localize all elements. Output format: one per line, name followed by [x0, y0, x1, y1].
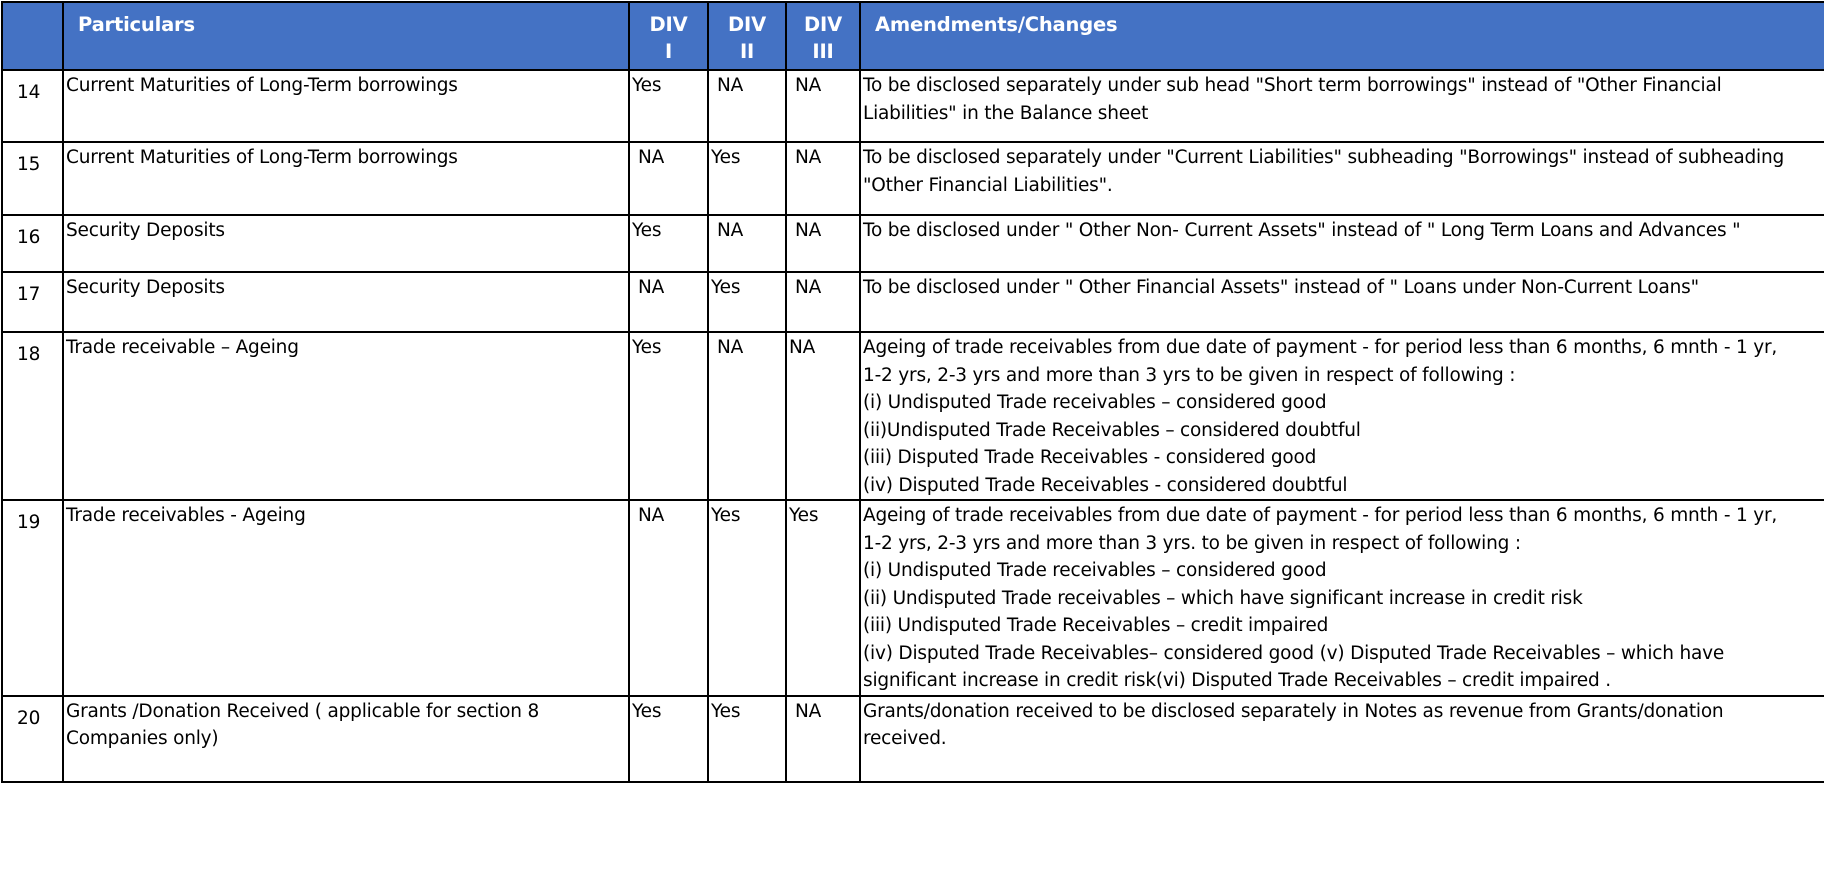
amendments-line: Grants/donation received to be disclosed separately in Notes as revenue from Grants/donation: [863, 700, 1724, 722]
row-number: 20: [2, 696, 63, 782]
header-div-2-line-1: DIV: [728, 13, 766, 36]
row-number: 15: [2, 142, 63, 215]
header-particulars: Particulars: [63, 2, 629, 70]
particulars-line: Current Maturities of Long-Term borrowings: [66, 75, 458, 96]
row-div-1: Yes: [629, 70, 708, 142]
row-number: 17: [2, 272, 63, 332]
row-div-3: NA: [786, 142, 860, 215]
row-number: 16: [2, 215, 63, 272]
header-div-1-line-2: I: [664, 40, 673, 63]
particulars-line: Security Deposits: [66, 220, 225, 241]
table-row: [2, 332, 1824, 500]
row-div-2: NA: [708, 332, 786, 500]
row-div-3: NA: [786, 272, 860, 332]
row-amendments: [860, 696, 1824, 782]
amendments-line: 1-2 yrs, 2-3 yrs and more than 3 yrs. to be given in respect of following :: [863, 532, 1521, 554]
row-div-2: NA: [708, 215, 786, 272]
row-particulars: [63, 332, 629, 500]
row-particulars: [63, 142, 629, 215]
amendments-line: To be disclosed under " Other Financial Assets" instead of " Loans under Non-Current Loans": [863, 277, 1699, 298]
amendments-line: (ii)Undisputed Trade Receivables – considered doubtful: [863, 419, 1361, 441]
row-div-2: Yes: [708, 272, 786, 332]
particulars-line: Companies only): [66, 728, 219, 749]
table-row: [2, 272, 1824, 332]
row-div-2: Yes: [708, 142, 786, 215]
row-amendments: [860, 272, 1824, 332]
row-amendments: [860, 142, 1824, 215]
table-row: [2, 142, 1824, 215]
amendments-line: (iv) Disputed Trade Receivables - considered doubtful: [863, 474, 1348, 496]
amendments-table: [1, 1, 1824, 783]
row-div-1: NA: [629, 500, 708, 696]
amendments-line: "Other Financial Liabilities".: [863, 174, 1113, 196]
table-body: [2, 70, 1824, 782]
particulars-line: Trade receivable – Ageing: [66, 337, 299, 358]
header-div-2: [708, 2, 786, 70]
table-row: [2, 500, 1824, 696]
table-row: [2, 696, 1824, 782]
row-particulars: [63, 500, 629, 696]
table-header: [2, 2, 1824, 70]
amendments-line: Liabilities" in the Balance sheet: [863, 102, 1149, 124]
amendments-line: To be disclosed separately under "Current Liabilities" subheading "Borrowings" instead of subheading: [863, 147, 1785, 168]
table-row: [2, 70, 1824, 142]
amendments-line: (i) Undisputed Trade receivables – considered good: [863, 392, 1327, 413]
amendments-line: (ii) Undisputed Trade receivables – which have significant increase in credit risk: [863, 587, 1583, 609]
amendments-line: Ageing of trade receivables from due date of payment - for period less than 6 months, 6 mnth - 1 yr,: [863, 337, 1778, 358]
row-div-2: Yes: [708, 696, 786, 782]
row-div-3: NA: [786, 70, 860, 142]
row-number: 19: [2, 500, 63, 696]
row-amendments: [860, 500, 1824, 696]
amendments-line: (i) Undisputed Trade receivables – considered good: [863, 560, 1327, 581]
row-number: 14: [2, 70, 63, 142]
row-particulars: [63, 215, 629, 272]
header-div-1: [629, 2, 708, 70]
amendments-line: (iii) Undisputed Trade Receivables – credit impaired: [863, 615, 1329, 636]
header-div-3-line-2: III: [812, 40, 834, 63]
row-amendments: [860, 215, 1824, 272]
table-row: [2, 215, 1824, 272]
header-div-1-line-1: DIV: [649, 13, 688, 36]
row-div-3: NA: [786, 332, 860, 500]
row-div-2: NA: [708, 70, 786, 142]
row-particulars: [63, 70, 629, 142]
header-serial-number: [2, 2, 63, 70]
row-number: 18: [2, 332, 63, 500]
header-div-3-line-1: DIV: [804, 13, 842, 36]
row-div-3: Yes: [786, 500, 860, 696]
row-div-1: NA: [629, 272, 708, 332]
amendments-line: received.: [863, 728, 947, 749]
row-div-1: Yes: [629, 696, 708, 782]
amendments-line: 1-2 yrs, 2-3 yrs and more than 3 yrs to be given in respect of following :: [863, 364, 1516, 386]
row-amendments: [860, 332, 1824, 500]
amendments-line: significant increase in credit risk(vi) Disputed Trade Receivables – credit impaired .: [863, 670, 1611, 691]
amendments-line: (iv) Disputed Trade Receivables– considered good (v) Disputed Trade Receivables – which have: [863, 642, 1725, 664]
particulars-line: Current Maturities of Long-Term borrowings: [66, 147, 458, 168]
row-div-1: NA: [629, 142, 708, 215]
amendments-line: Ageing of trade receivables from due date of payment - for period less than 6 months, 6 mnth - 1 yr,: [863, 505, 1778, 526]
particulars-line: Trade receivables - Ageing: [66, 505, 306, 526]
particulars-line: Security Deposits: [66, 277, 225, 298]
amendments-line: To be disclosed under " Other Non- Current Assets" instead of " Long Term Loans and Advances ": [863, 220, 1741, 241]
amendments-line: (iii) Disputed Trade Receivables - considered good: [863, 447, 1317, 468]
row-div-2: Yes: [708, 500, 786, 696]
header-amendments: Amendments/Changes: [860, 2, 1824, 70]
row-particulars: [63, 696, 629, 782]
particulars-line: Grants /Donation Received ( applicable for section 8: [66, 700, 540, 722]
row-div-1: Yes: [629, 332, 708, 500]
row-amendments: [860, 70, 1824, 142]
amendments-line: To be disclosed separately under sub head "Short term borrowings" instead of "Other Financial: [863, 75, 1722, 96]
header-div-2-line-2: II: [739, 40, 755, 63]
row-div-3: NA: [786, 696, 860, 782]
row-div-1: Yes: [629, 215, 708, 272]
header-div-3: [786, 2, 860, 70]
row-div-3: NA: [786, 215, 860, 272]
row-particulars: [63, 272, 629, 332]
